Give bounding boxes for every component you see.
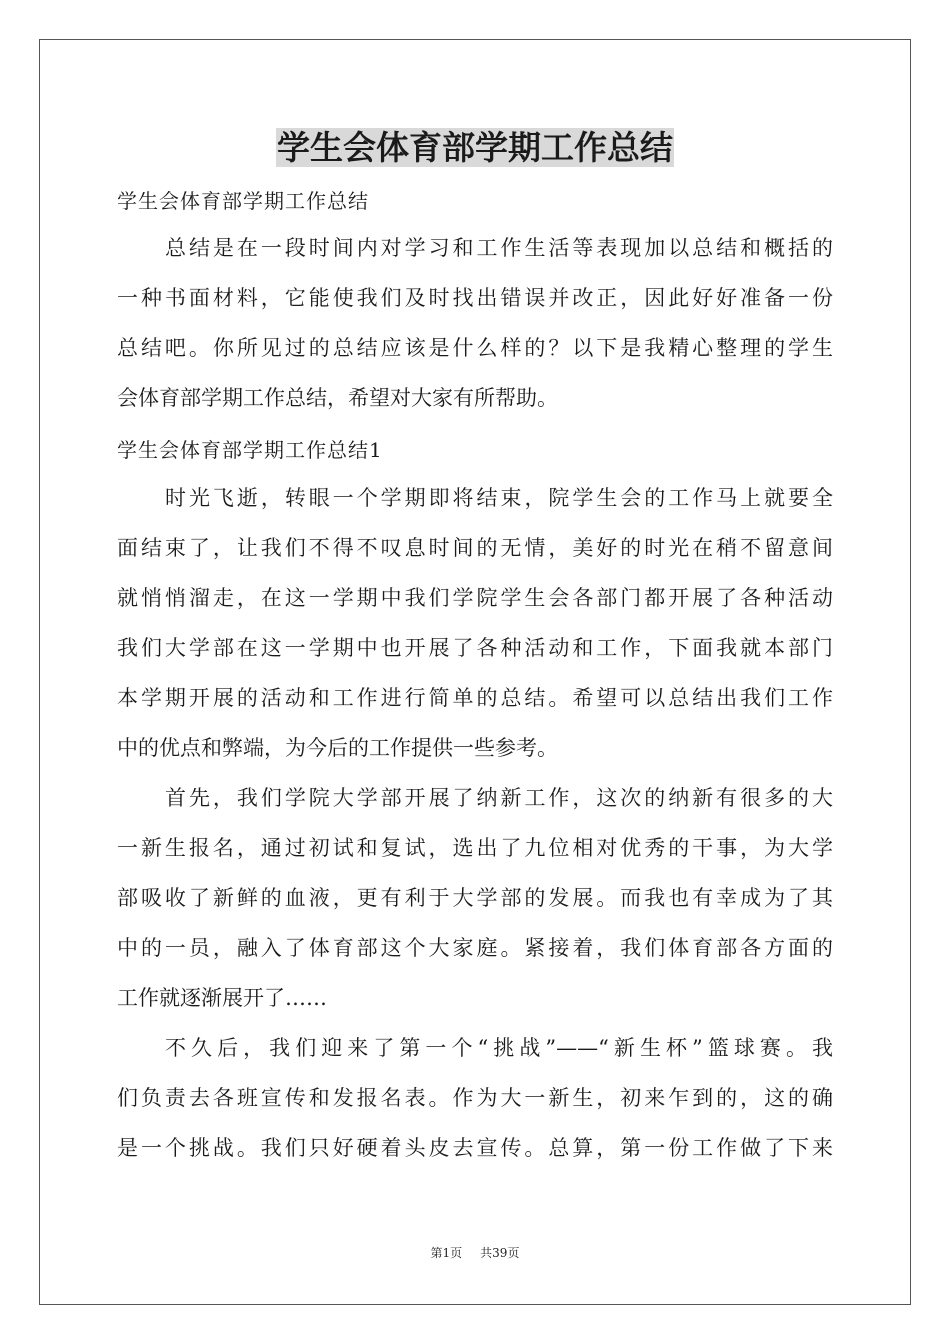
paragraph2-line: 首先，我们学院大学部开展了纳新工作，这次的纳新有很多的大	[165, 786, 833, 810]
paragraph2-line: 部吸收了新鲜的血液，更有利于大学部的发展。而我也有幸成为了其	[117, 886, 833, 910]
paragraph1-line: 本学期开展的活动和工作进行简单的总结。希望可以总结出我们工作	[117, 686, 833, 710]
paragraph1-line: 我们大学部在这一学期中也开展了各种活动和工作，下面我就本部门	[117, 636, 833, 660]
page-total: 共39页	[480, 1246, 520, 1260]
paragraph2-line: 中的一员，融入了体育部这个大家庭。紧接着，我们体育部各方面的	[117, 936, 833, 960]
intro-line: 一种书面材料，它能使我们及时找出错误并改正，因此好好准备一份	[117, 286, 833, 310]
intro-line: 会体育部学期工作总结，希望对大家有所帮助。	[117, 386, 558, 410]
document-title-text: 学生会体育部学期工作总结	[277, 128, 673, 167]
paragraph3-line: 不久后，我们迎来了第一个“挑战”——“新生杯”篮球赛。我	[165, 1036, 833, 1060]
paragraph1-line: 中的优点和弊端，为今后的工作提供一些参考。	[117, 736, 558, 760]
paragraph1-line: 时光飞逝，转眼一个学期即将结束，院学生会的工作马上就要全	[165, 486, 833, 510]
document-title	[0, 126, 950, 170]
paragraph1-line: 面结束了，让我们不得不叹息时间的无情，美好的时光在稍不留意间	[117, 536, 833, 560]
paragraph1-line: 就悄悄溜走，在这一学期中我们学院学生会各部门都开展了各种活动	[117, 586, 833, 610]
paragraph2-line: 工作就逐渐展开了……	[117, 986, 327, 1010]
page-number: 第1页	[430, 1246, 463, 1260]
paragraph3-line: 是一个挑战。我们只好硬着头皮去宣传。总算，第一份工作做了下来	[117, 1136, 833, 1160]
section-heading: 学生会体育部学期工作总结1	[117, 438, 383, 462]
paragraph2-line: 一新生报名，通过初试和复试，选出了九位相对优秀的干事，为大学	[117, 836, 833, 860]
paragraph3-line: 们负责去各班宣传和发报名表。作为大一新生，初来乍到的，这的确	[117, 1086, 833, 1110]
intro-line: 总结是在一段时间内对学习和工作生活等表现加以总结和概括的	[165, 236, 833, 260]
page-footer	[0, 1244, 950, 1262]
intro-line: 总结吧。你所见过的总结应该是什么样的？以下是我精心整理的学生	[117, 336, 833, 360]
page-border	[39, 39, 911, 1305]
document-subtitle: 学生会体育部学期工作总结	[117, 189, 369, 213]
